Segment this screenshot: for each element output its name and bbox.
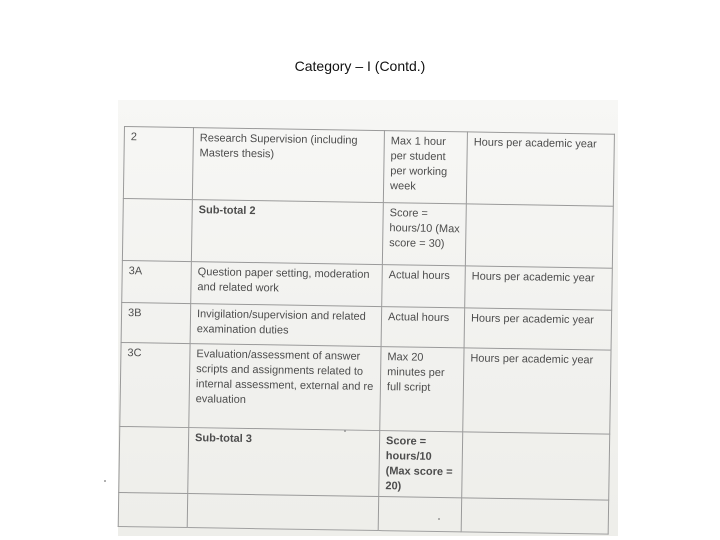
scanned-document — [118, 100, 618, 536]
score-cell: Score = hours/10 (Max score = 30) — [382, 203, 466, 266]
activity-cell: Invigilation/supervision and related examination duties — [190, 304, 382, 347]
limit-cell: Actual hours — [382, 265, 466, 308]
subtotal-label-cell: Sub-total 2 — [191, 200, 383, 265]
scan-speck — [104, 480, 106, 482]
unit-cell: Hours per academic year — [465, 266, 613, 310]
item-number-cell: 3A — [122, 260, 192, 303]
limit-cell: Max 20 minutes per full script — [380, 347, 464, 432]
table-row — [119, 426, 610, 500]
unit-cell: Hours per academic year — [466, 132, 614, 206]
item-number-cell: 2 — [123, 127, 193, 200]
scan-speck — [438, 518, 440, 520]
slide-title: Category – I (Contd.) — [294, 58, 426, 74]
limit-cell: Max 1 hour per student per working week — [383, 131, 467, 204]
empty-cell — [118, 492, 188, 527]
table-row — [120, 342, 611, 434]
empty-cell — [461, 498, 609, 534]
unit-cell: Hours per academic year — [464, 308, 612, 350]
unit-cell — [462, 432, 610, 500]
table-row — [118, 492, 608, 534]
scan-speck — [344, 430, 346, 432]
unit-cell: Hours per academic year — [463, 348, 611, 434]
limit-cell: Actual hours — [381, 307, 465, 348]
item-number-cell: 3B — [121, 302, 191, 343]
item-number-cell — [122, 198, 192, 261]
subtotal-label-cell: Sub-total 3 — [188, 428, 380, 497]
table-row — [123, 127, 614, 207]
score-cell: Score = hours/10 (Max score = 20) — [379, 431, 463, 498]
activity-cell: Evaluation/assessment of answer scripts and assignments related to internal assessment, external and re evaluation — [189, 344, 381, 431]
unit-cell — [465, 204, 613, 268]
item-number-cell: 3C — [120, 342, 190, 427]
workload-table — [118, 126, 615, 535]
empty-cell — [378, 497, 462, 532]
activity-cell: Research Supervision (including Masters thesis) — [192, 128, 384, 203]
table-row — [122, 198, 613, 268]
item-number-cell — [119, 426, 189, 493]
empty-cell — [187, 494, 379, 531]
activity-cell: Question paper setting, moderation and related work — [191, 262, 383, 307]
